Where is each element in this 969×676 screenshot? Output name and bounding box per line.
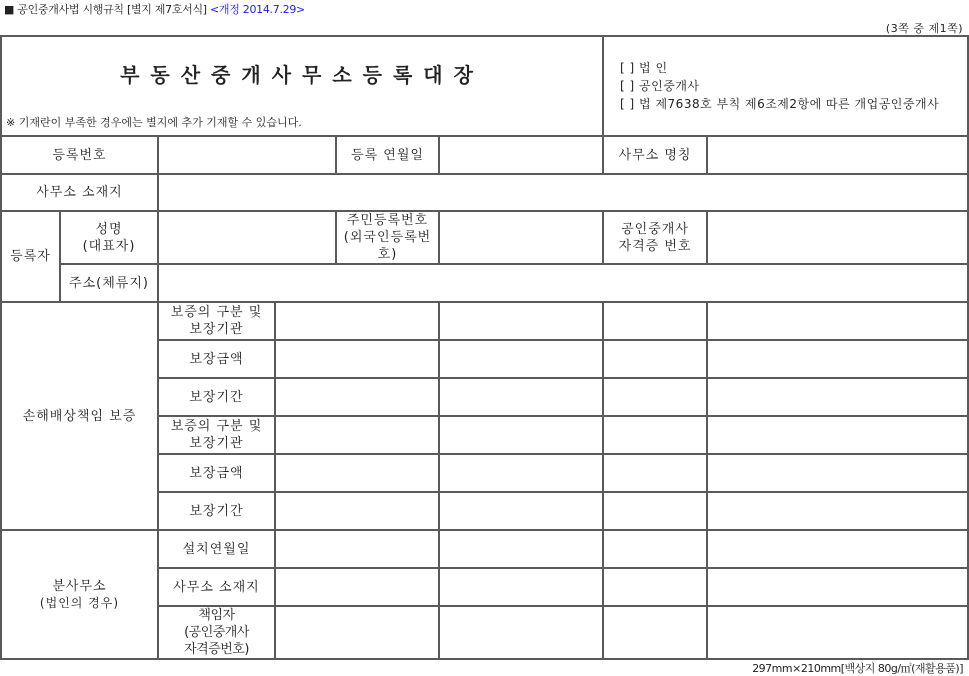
guarantee-field[interactable] xyxy=(707,302,968,340)
guarantee-field[interactable] xyxy=(439,302,603,340)
resident-no-field[interactable] xyxy=(439,211,603,264)
registration-ledger-form xyxy=(0,35,969,660)
guarantee-period-label: 보장기간 xyxy=(158,492,275,530)
branch-field[interactable] xyxy=(603,568,707,606)
office-location-label: 사무소 소재지 xyxy=(1,174,158,211)
guarantee-field[interactable] xyxy=(707,454,968,492)
type-checkbox-cell xyxy=(603,36,968,136)
branch-location-label: 사무소 소재지 xyxy=(158,568,275,606)
regulation-label: 공인중개사법 시행규칙 [별지 제7호서식] xyxy=(17,3,207,16)
form-title: 부동산중개사무소등록대장 xyxy=(120,63,484,87)
paper-spec: 297mm×210mm[백상지 80g/㎡(재활용품)] xyxy=(752,662,963,675)
guarantee-field[interactable] xyxy=(603,340,707,378)
guarantee-field[interactable] xyxy=(439,492,603,530)
branch-field[interactable] xyxy=(603,606,707,659)
branch-field[interactable] xyxy=(707,606,968,659)
guarantee-field[interactable] xyxy=(603,378,707,416)
branch-field[interactable] xyxy=(439,530,603,568)
guarantee-amount-label: 보장금액 xyxy=(158,454,275,492)
reg-number-field[interactable] xyxy=(158,136,336,174)
branch-field[interactable] xyxy=(707,530,968,568)
name-label: 성명 (대표자) xyxy=(60,211,158,264)
guarantee-field[interactable] xyxy=(707,416,968,454)
bullet-square-icon: ■ xyxy=(4,3,15,16)
branch-install-date-label: 설치연월일 xyxy=(158,530,275,568)
guarantee-field[interactable] xyxy=(439,378,603,416)
registrant-label: 등록자 xyxy=(1,211,60,302)
office-name-label: 사무소 명칭 xyxy=(603,136,707,174)
guarantee-field[interactable] xyxy=(439,454,603,492)
guarantee-period-label: 보장기간 xyxy=(158,378,275,416)
name-field[interactable] xyxy=(158,211,336,264)
branch-field[interactable] xyxy=(439,568,603,606)
checkbox-licensed-agent[interactable]: [ ] 공인중개사 xyxy=(620,79,700,93)
branch-section-label: 분사무소 (법인의 경우) xyxy=(1,530,158,659)
form-note: ※ 기재란이 부족한 경우에는 별지에 추가 기재할 수 있습니다. xyxy=(6,116,302,129)
branch-manager-label: 책임자 (공인중개사 자격증번호) xyxy=(158,606,275,659)
guarantee-field[interactable] xyxy=(275,378,439,416)
guarantee-field[interactable] xyxy=(603,416,707,454)
guarantee-amount-label: 보장금액 xyxy=(158,340,275,378)
reg-date-field[interactable] xyxy=(439,136,603,174)
branch-field[interactable] xyxy=(707,568,968,606)
address-field[interactable] xyxy=(158,264,968,302)
guarantee-type-label: 보증의 구분 및 보장기관 xyxy=(158,416,275,454)
branch-field[interactable] xyxy=(439,606,603,659)
office-name-field[interactable] xyxy=(707,136,968,174)
guarantee-field[interactable] xyxy=(275,302,439,340)
title-cell xyxy=(1,36,603,136)
guarantee-field[interactable] xyxy=(275,340,439,378)
guarantee-type-label: 보증의 구분 및 보장기관 xyxy=(158,302,275,340)
form-reference xyxy=(4,1,305,17)
license-no-field[interactable] xyxy=(707,211,968,264)
license-no-label: 공인중개사 자격증 번호 xyxy=(603,211,707,264)
revision-link[interactable]: <개정 2014.7.29> xyxy=(210,3,305,16)
guarantee-field[interactable] xyxy=(603,492,707,530)
guarantee-field[interactable] xyxy=(603,454,707,492)
guarantee-field[interactable] xyxy=(707,340,968,378)
guarantee-section-label: 손해배상책임 보증 xyxy=(1,302,158,530)
reg-date-label: 등록 연월일 xyxy=(336,136,439,174)
office-location-field[interactable] xyxy=(158,174,968,211)
guarantee-field[interactable] xyxy=(275,454,439,492)
branch-field[interactable] xyxy=(603,530,707,568)
branch-field[interactable] xyxy=(275,606,439,659)
guarantee-field[interactable] xyxy=(707,378,968,416)
guarantee-field[interactable] xyxy=(275,416,439,454)
branch-field[interactable] xyxy=(275,530,439,568)
checkbox-corporation[interactable]: [ ] 법 인 xyxy=(620,61,668,75)
reg-number-label: 등록번호 xyxy=(1,136,158,174)
address-label: 주소(체류지) xyxy=(60,264,158,302)
guarantee-field[interactable] xyxy=(707,492,968,530)
page-indicator: (3쪽 중 제1쪽) xyxy=(885,22,963,35)
guarantee-field[interactable] xyxy=(275,492,439,530)
branch-field[interactable] xyxy=(275,568,439,606)
checkbox-grandfathered-agent[interactable]: [ ] 법 제7638호 부칙 제6조제2항에 따른 개업공인중개사 xyxy=(620,97,940,111)
guarantee-field[interactable] xyxy=(439,416,603,454)
guarantee-field[interactable] xyxy=(603,302,707,340)
guarantee-field[interactable] xyxy=(439,340,603,378)
resident-no-label: 주민등록번호 (외국인등록번호) xyxy=(336,211,439,264)
